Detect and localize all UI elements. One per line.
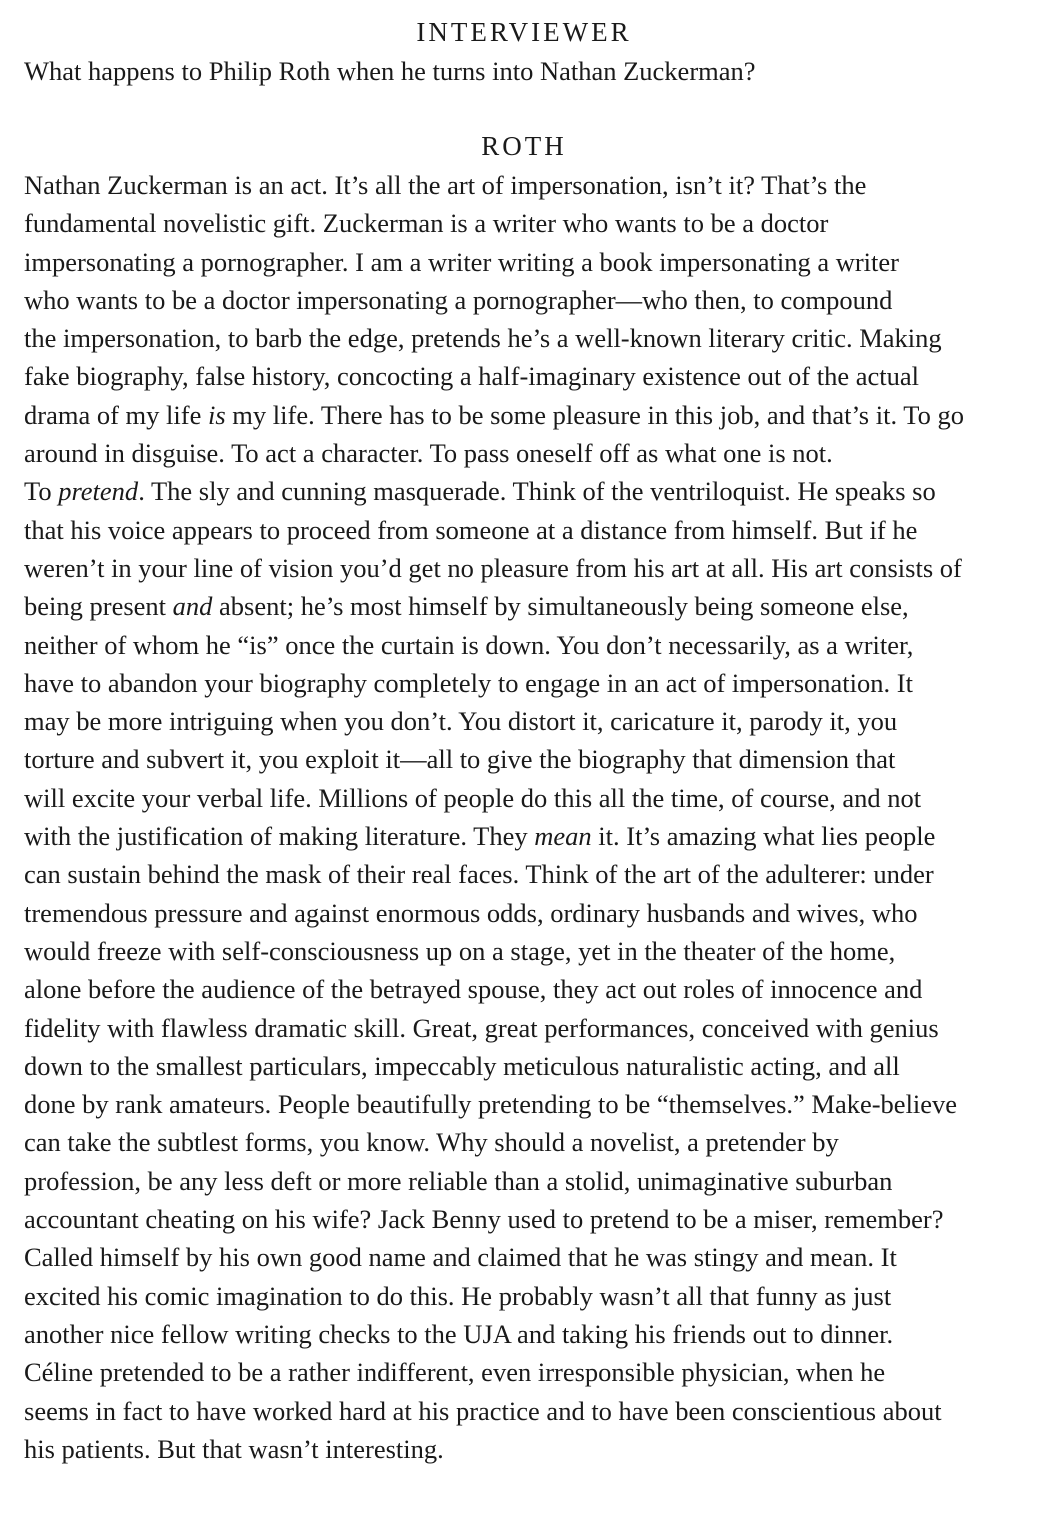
answer-text: seems in fact to have worked hard at his practice and to have been conscientious about bbox=[24, 1395, 942, 1426]
answer-line bbox=[24, 434, 1024, 472]
answer-text: will excite your verbal life. Millions of people do this all the time, of course, and not bbox=[24, 782, 922, 813]
answer-line bbox=[24, 779, 1024, 817]
answer-text: fidelity with flawless dramatic skill. Great, great performances, conceived with genius bbox=[24, 1012, 939, 1043]
answer-text: being present bbox=[24, 591, 173, 622]
answer-emphasis: pretend bbox=[58, 476, 139, 507]
answer-line bbox=[24, 1047, 1024, 1085]
answer-line bbox=[24, 587, 1024, 625]
roth-answer bbox=[24, 166, 1024, 1468]
interviewer-label: INTERVIEWER bbox=[416, 17, 632, 47]
answer-line bbox=[24, 281, 1024, 319]
answer-text: can take the subtlest forms, you know. Why should a novelist, a pretender by bbox=[24, 1127, 839, 1158]
answer-line bbox=[24, 319, 1024, 357]
answer-text: Céline pretended to be a rather indifferent, even irresponsible physician, when he bbox=[24, 1357, 886, 1388]
answer-line bbox=[24, 817, 1024, 855]
answer-line bbox=[24, 511, 1024, 549]
answer-text: done by rank amateurs. People beautifully pretending to be “themselves.” Make-believe bbox=[24, 1089, 958, 1120]
answer-text: weren’t in your line of vision you’d get no pleasure from his art at all. His art consists of bbox=[24, 552, 962, 583]
answer-line bbox=[24, 894, 1024, 932]
answer-line bbox=[24, 1009, 1024, 1047]
answer-line bbox=[24, 1238, 1024, 1276]
answer-line bbox=[24, 1353, 1024, 1391]
answer-line bbox=[24, 357, 1024, 395]
answer-text: neither of whom he “is” once the curtain is down. You don’t necessarily, as a writer, bbox=[24, 629, 914, 660]
answer-text: who wants to be a doctor impersonating a pornographer—who then, to compound bbox=[24, 284, 893, 315]
answer-line bbox=[24, 1200, 1024, 1238]
answer-text: may be more intriguing when you don’t. You distort it, caricature it, parody it, you bbox=[24, 706, 898, 737]
answer-emphasis: is bbox=[207, 399, 226, 430]
answer-line bbox=[24, 243, 1024, 281]
answer-line bbox=[24, 932, 1024, 970]
answer-text: accountant cheating on his wife? Jack Benny used to pretend to be a miser, remember? bbox=[24, 1204, 944, 1235]
answer-text: absent; he’s most himself by simultaneously being someone else, bbox=[212, 591, 909, 622]
answer-text: To bbox=[24, 476, 59, 507]
answer-text: fundamental novelistic gift. Zuckerman is a writer who wants to be a doctor bbox=[24, 208, 829, 239]
answer-text: impersonating a pornographer. I am a writer writing a book impersonating a writer bbox=[24, 246, 899, 277]
answer-line bbox=[24, 472, 1024, 510]
answer-text: have to abandon your biography completely to engage in an act of impersonation. It bbox=[24, 667, 913, 698]
answer-text: can sustain behind the mask of their real faces. Think of the art of the adulterer: under bbox=[24, 859, 934, 890]
answer-text: another nice fellow writing checks to the UJA and taking his friends out to dinner. bbox=[24, 1318, 894, 1349]
answer-text: alone before the audience of the betrayed spouse, they act out roles of innocence and bbox=[24, 974, 923, 1005]
answer-text: down to the smallest particulars, impeccably meticulous naturalistic acting, and all bbox=[24, 1050, 900, 1081]
answer-text: would freeze with self-consciousness up on a stage, yet in the theater of the home, bbox=[24, 935, 896, 966]
answer-line bbox=[24, 204, 1024, 242]
answer-line bbox=[24, 396, 1024, 434]
answer-text: my life. There has to be some pleasure in this job, and that’s it. To go bbox=[225, 399, 964, 430]
answer-line bbox=[24, 1123, 1024, 1161]
answer-line bbox=[24, 626, 1024, 664]
answer-text: that his voice appears to proceed from someone at a distance from himself. But if he bbox=[24, 514, 918, 545]
answer-line bbox=[24, 1430, 1024, 1468]
answer-line bbox=[24, 166, 1024, 204]
answer-text: . The sly and cunning masquerade. Think of the ventriloquist. He speaks so bbox=[138, 476, 936, 507]
interviewer-question: What happens to Philip Roth when he turns into Nathan Zuckerman? bbox=[24, 56, 756, 86]
answer-line bbox=[24, 549, 1024, 587]
answer-text: tremendous pressure and against enormous odds, ordinary husbands and wives, who bbox=[24, 897, 918, 928]
answer-line bbox=[24, 1085, 1024, 1123]
answer-line bbox=[24, 740, 1024, 778]
answer-text: with the justification of making literature. They bbox=[24, 821, 535, 852]
answer-text: fake biography, false history, concocting a half-imaginary existence out of the actual bbox=[24, 361, 920, 392]
answer-text: the impersonation, to barb the edge, pretends he’s a well-known literary critic. Making bbox=[24, 323, 942, 354]
answer-text: Nathan Zuckerman is an act. It’s all the art of impersonation, isn’t it? That’s the bbox=[24, 170, 867, 200]
answer-line bbox=[24, 1315, 1024, 1353]
answer-line bbox=[24, 855, 1024, 893]
answer-text: excited his comic imagination to do this. He probably wasn’t all that funny as just bbox=[24, 1280, 892, 1311]
answer-line bbox=[24, 1392, 1024, 1430]
answer-emphasis: and bbox=[172, 591, 213, 622]
answer-line bbox=[24, 702, 1024, 740]
answer-line bbox=[24, 1277, 1024, 1315]
answer-text: it. It’s amazing what lies people bbox=[591, 821, 936, 852]
answer-line bbox=[24, 664, 1024, 702]
answer-line bbox=[24, 1162, 1024, 1200]
answer-text: drama of my life bbox=[24, 399, 208, 430]
answer-text: around in disguise. To act a character. To pass oneself off as what one is not. bbox=[24, 438, 833, 469]
answer-text: torture and subvert it, you exploit it—all to give the biography that dimension that bbox=[24, 744, 896, 775]
answer-text: his patients. But that wasn’t interesting. bbox=[24, 1433, 444, 1464]
roth-label: ROTH bbox=[481, 131, 567, 161]
answer-emphasis: mean bbox=[534, 821, 592, 852]
answer-text: Called himself by his own good name and claimed that he was stingy and mean. It bbox=[24, 1242, 897, 1273]
answer-text: profession, be any less deft or more reliable than a stolid, unimaginative suburban bbox=[24, 1165, 893, 1196]
answer-line bbox=[24, 970, 1024, 1008]
